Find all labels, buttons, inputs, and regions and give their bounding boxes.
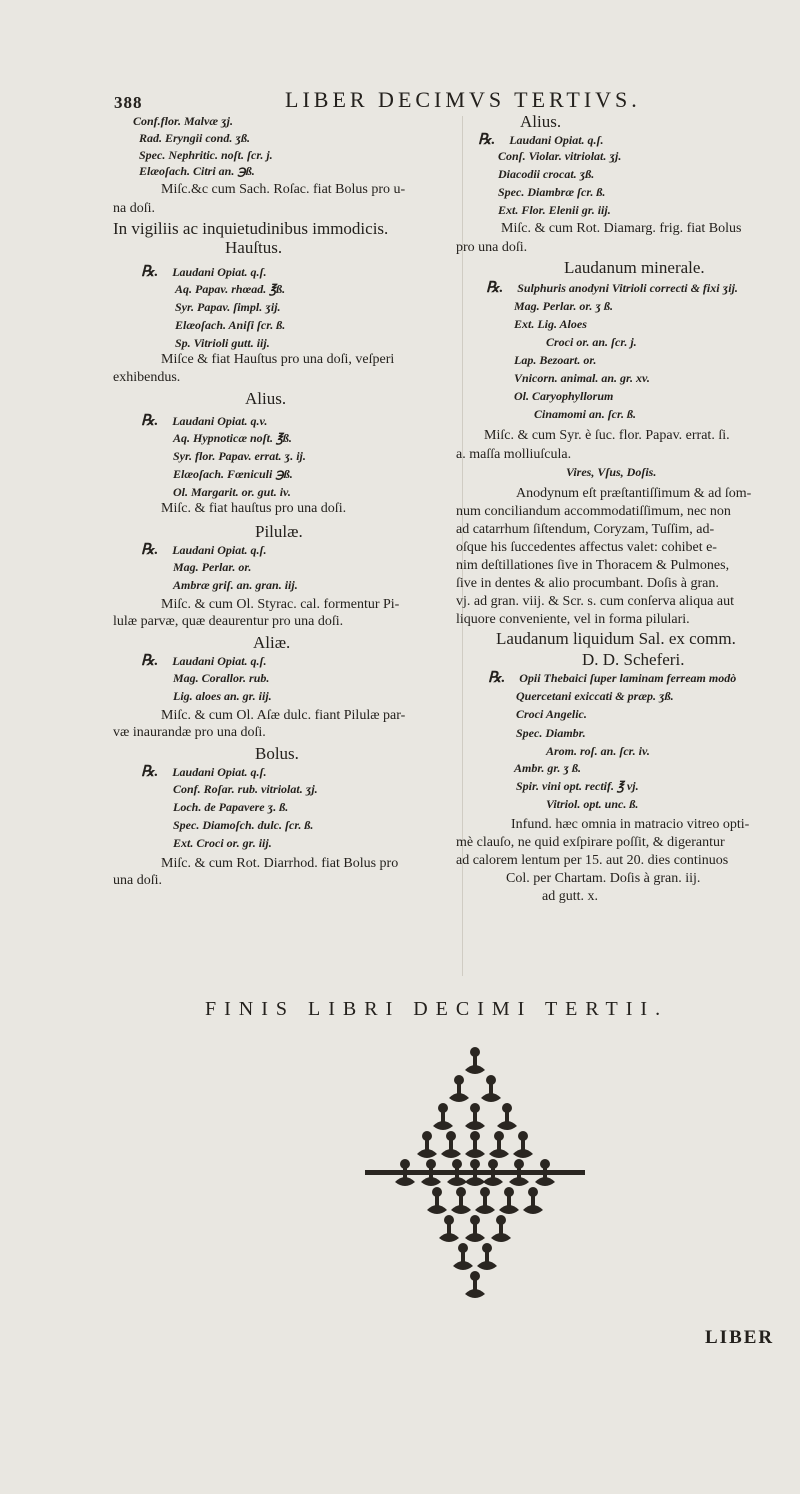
line-text: Bolus. bbox=[255, 744, 299, 763]
right-column-line bbox=[498, 204, 611, 216]
line-text: Lig. aloes an. gr. iij. bbox=[173, 689, 272, 703]
left-column-line bbox=[141, 654, 267, 669]
right-column-line bbox=[456, 613, 690, 627]
left-column-line bbox=[113, 202, 155, 216]
left-column-line bbox=[113, 726, 266, 740]
line-text: Spir. vini opt. rectif. ℥ vj. bbox=[516, 779, 639, 793]
line-text: Miſc. & cum Ol. Aſæ dulc. fiant Pilulæ par- bbox=[161, 708, 406, 723]
line-text: Miſc. & cum Rot. Diamarg. frig. fiat Bolus bbox=[501, 221, 742, 236]
right-column-line bbox=[516, 727, 586, 739]
left-column-line bbox=[173, 486, 291, 498]
left-column-line bbox=[173, 837, 272, 849]
left-column-line bbox=[245, 390, 286, 407]
left-column-line bbox=[173, 801, 288, 813]
line-text: na doſi. bbox=[113, 201, 155, 216]
left-column-line bbox=[161, 709, 405, 723]
right-column-line bbox=[516, 780, 639, 792]
line-text: Croci or. an. ſcr. j. bbox=[546, 335, 637, 349]
line-text: Alius. bbox=[245, 389, 287, 408]
line-text: Laudani Opiat. q.v. bbox=[172, 414, 268, 428]
line-text: Ext. Flor. Elenii gr. iij. bbox=[498, 203, 611, 217]
left-column-line bbox=[173, 432, 292, 444]
right-column-line bbox=[456, 577, 719, 591]
line-text: ad calorem lentum per 15. aut 20. dies continuos bbox=[456, 853, 729, 868]
line-text: Pilulæ. bbox=[255, 522, 303, 541]
line-text: Miſc. & cum Rot. Diarrhod. fiat Bolus pro bbox=[161, 856, 399, 871]
line-text: Aq. Papav. rhœad. ℥ß. bbox=[175, 282, 286, 296]
left-column-line bbox=[113, 371, 180, 385]
line-text: oſque his ſuccedentes affectus valet: cohibet e- bbox=[456, 540, 717, 555]
right-column-line bbox=[456, 836, 725, 850]
left-column-line bbox=[253, 634, 290, 651]
right-column-line bbox=[506, 872, 700, 886]
recipe-symbol: ℞. bbox=[488, 670, 506, 686]
line-text: Syr. Papav. ſimpl. ʒij. bbox=[175, 300, 281, 314]
left-column-line bbox=[175, 319, 285, 331]
line-text: In vigiliis ac inquietudinibus immodicis. bbox=[113, 219, 389, 238]
line-text: Laudanum liquidum Sal. ex comm. bbox=[496, 629, 736, 648]
right-column-line bbox=[498, 168, 594, 180]
left-column-line bbox=[141, 543, 267, 558]
line-text: Elæoſach. Aniſi ſcr. ß. bbox=[175, 318, 286, 332]
right-column-line bbox=[520, 113, 561, 130]
line-text: Hauſtus. bbox=[225, 238, 283, 257]
line-text: Conſ. Violar. vitriolat. ʒj. bbox=[498, 149, 622, 163]
line-text: Ol. Margarit. or. gut. iv. bbox=[173, 485, 291, 499]
line-text: Laudanum minerale. bbox=[564, 258, 705, 277]
left-column-line bbox=[173, 579, 298, 591]
line-text: Ext. Lig. Aloes bbox=[514, 317, 587, 331]
left-column-line bbox=[161, 353, 394, 367]
line-text: Loch. de Papavere ʒ. ß. bbox=[173, 800, 289, 814]
line-text: Miſc.&c cum Sach. Roſac. fiat Bolus pro u- bbox=[161, 182, 406, 197]
right-column-line bbox=[516, 487, 751, 501]
right-column-line bbox=[501, 222, 741, 236]
fleuron-ornament-icon bbox=[345, 1040, 605, 1305]
line-text: Opii Thebaici ſuper laminam ferream modò bbox=[519, 671, 737, 685]
left-column-line bbox=[161, 502, 346, 516]
line-text: Laudani Opiat. q.ſ. bbox=[172, 654, 267, 668]
right-column-line bbox=[546, 745, 650, 757]
line-text: Laudani Opiat. q.ſ. bbox=[172, 765, 267, 779]
line-text: Vnicorn. animal. an. gr. xv. bbox=[514, 371, 650, 385]
line-text: D. D. Scheferi. bbox=[582, 650, 685, 669]
line-text: una doſi. bbox=[113, 873, 162, 888]
line-text: liquore conveniente, vel in forma pilulari. bbox=[456, 612, 690, 627]
right-column-line bbox=[488, 671, 736, 686]
recipe-symbol: ℞. bbox=[141, 764, 159, 780]
right-column-line bbox=[456, 854, 728, 868]
right-column-line bbox=[564, 259, 705, 276]
page-number: 388 bbox=[114, 93, 143, 112]
line-text: Infund. hæc omnia in matracio vitreo opti- bbox=[511, 817, 750, 832]
left-column-line bbox=[161, 857, 398, 871]
right-column-line bbox=[542, 890, 598, 904]
line-text: Miſc. & cum Syr. è ſuc. flor. Papav. errat. ſi. bbox=[484, 428, 730, 443]
recipe-symbol: ℞. bbox=[141, 542, 159, 558]
line-text: Elæoſach. Fœniculi ℈ß. bbox=[173, 467, 293, 481]
left-column-line bbox=[139, 165, 255, 177]
left-column-line bbox=[173, 450, 306, 462]
right-column-line bbox=[514, 762, 581, 774]
line-text: Vires, Vſus, Doſis. bbox=[566, 465, 657, 479]
line-text: Quercetani exiccati & præp. ʒß. bbox=[516, 689, 674, 703]
line-text: lulæ parvæ, quæ deaurentur pro una doſi. bbox=[113, 614, 344, 629]
line-text: exhibendus. bbox=[113, 370, 181, 385]
left-column-line bbox=[175, 337, 270, 349]
line-text: væ inaurandæ pro una doſi. bbox=[113, 725, 266, 740]
right-column-line bbox=[484, 429, 730, 443]
line-text: Rad. Eryngii cond. ʒß. bbox=[139, 131, 250, 145]
recipe-symbol: ℞. bbox=[141, 264, 159, 280]
line-text: Lap. Bezoart. or. bbox=[514, 353, 597, 367]
right-column-line bbox=[582, 651, 684, 668]
colophon: FINIS LIBRI DECIMI TERTII. bbox=[205, 998, 669, 1020]
left-column-line bbox=[141, 265, 267, 280]
line-text: mè clauſo, ne quid exſpirare poſſit, & digerantur bbox=[456, 835, 725, 850]
left-column-line bbox=[139, 149, 273, 161]
right-column-line bbox=[456, 505, 731, 519]
line-text: Ol. Caryophyllorum bbox=[514, 389, 614, 403]
line-text: nim deſtillationes ſive in Thoracem & Pulmones, bbox=[456, 558, 730, 573]
line-text: Spec. Diambræ ſcr. ß. bbox=[498, 185, 606, 199]
left-column-line bbox=[161, 183, 405, 197]
running-head: LIBER DECIMVS TERTIVS. bbox=[285, 87, 641, 112]
line-text: ſive in dentes & alio procumbant. Doſis à gran. bbox=[456, 576, 719, 591]
line-text: Alius. bbox=[520, 112, 562, 131]
left-column-line bbox=[139, 132, 250, 144]
line-text: Ext. Croci or. gr. iij. bbox=[173, 836, 272, 850]
right-column-line bbox=[456, 448, 571, 462]
line-text: a. maſſa molliuſcula. bbox=[456, 447, 572, 462]
line-text: Syr. flor. Papav. errat. ʒ. ij. bbox=[173, 449, 306, 463]
right-column-line bbox=[511, 818, 749, 832]
right-column-line bbox=[456, 523, 714, 537]
left-column-line bbox=[175, 301, 281, 313]
line-text: Arom. roſ. an. ſcr. iv. bbox=[546, 744, 650, 758]
recipe-symbol: ℞. bbox=[141, 413, 159, 429]
line-text: Col. per Chartam. Doſis à gran. iij. bbox=[506, 871, 701, 886]
right-column-line bbox=[546, 798, 638, 810]
line-text: Vitriol. opt. unc. ß. bbox=[546, 797, 639, 811]
right-column-line bbox=[456, 595, 734, 609]
left-column-line bbox=[255, 523, 303, 540]
right-column-line bbox=[514, 390, 613, 402]
right-column-line bbox=[534, 408, 636, 420]
line-text: Spec. Diamoſch. dulc. ſcr. ß. bbox=[173, 818, 314, 832]
catchword: LIBER bbox=[705, 1327, 775, 1348]
line-text: Mag. Perlar. or. bbox=[173, 560, 252, 574]
left-column-line bbox=[225, 239, 282, 256]
right-column-line bbox=[514, 300, 613, 312]
line-text: ad gutt. x. bbox=[542, 889, 598, 904]
left-column-line bbox=[173, 783, 318, 795]
line-text: Spec. Diambr. bbox=[516, 726, 586, 740]
line-text: Aliæ. bbox=[253, 633, 291, 652]
line-text: vj. ad gran. viij. & Scr. s. cum conſerva aliqua aut bbox=[456, 594, 734, 609]
right-column-line bbox=[516, 690, 674, 702]
left-column-line bbox=[173, 819, 313, 831]
line-text: Miſce & fiat Hauſtus pro una doſi, veſperi bbox=[161, 352, 395, 367]
left-column-line bbox=[133, 115, 233, 127]
left-column-line bbox=[141, 414, 267, 429]
left-column-line bbox=[161, 598, 399, 612]
right-column-line bbox=[456, 559, 729, 573]
line-text: Conf. Roſar. rub. vitriolat. ʒj. bbox=[173, 782, 318, 796]
right-column-line bbox=[516, 708, 587, 720]
recipe-symbol: ℞. bbox=[478, 132, 496, 148]
line-text: Laudani Opiat. q.ſ. bbox=[509, 133, 604, 147]
line-text: num conciliandum accommodatiſſimum, nec non bbox=[456, 504, 731, 519]
right-column-line bbox=[486, 281, 738, 296]
line-text: Aq. Hypnoticæ noſt. ℥ß. bbox=[173, 431, 292, 445]
line-text: Anodynum eſt præſtantiſſimum & ad ſom- bbox=[516, 486, 752, 501]
line-text: Miſc. & fiat hauſtus pro una doſi. bbox=[161, 501, 347, 516]
right-column-line bbox=[514, 372, 650, 384]
recipe-symbol: ℞. bbox=[141, 653, 159, 669]
line-text: Conf.flor. Malvæ ʒj. bbox=[133, 114, 233, 128]
line-text: ad catarrhum ſiſtendum, Coryzam, Tuſſim, ad- bbox=[456, 522, 715, 537]
line-text: Diacodii crocat. ʒß. bbox=[498, 167, 595, 181]
line-text: Sulphuris anodyni Vitrioli correcti & fixi ʒij. bbox=[517, 281, 738, 295]
line-text: Laudani Opiat. q.ſ. bbox=[172, 265, 267, 279]
right-column-line bbox=[478, 133, 604, 148]
right-column-line bbox=[514, 354, 596, 366]
line-text: Mag. Perlar. or. ʒ ß. bbox=[514, 299, 613, 313]
line-text: Cinamomi an. ſcr. ß. bbox=[534, 407, 637, 421]
right-column-line bbox=[496, 630, 736, 647]
left-column-line bbox=[255, 745, 299, 762]
line-text: pro una doſi. bbox=[456, 240, 528, 255]
line-text: Sp. Vitrioli gutt. iij. bbox=[175, 336, 270, 350]
left-column-line bbox=[113, 615, 343, 629]
line-text: Croci Angelic. bbox=[516, 707, 587, 721]
left-column-line bbox=[141, 765, 267, 780]
line-text: Spec. Nephritic. noſt. ſcr. j. bbox=[139, 148, 273, 162]
left-column-line bbox=[173, 561, 251, 573]
line-text: Ambræ griſ. an. gran. iij. bbox=[173, 578, 298, 592]
left-column-line bbox=[173, 672, 269, 684]
right-column-line bbox=[566, 466, 656, 478]
line-text: Laudani Opiat. q.ſ. bbox=[172, 543, 267, 557]
right-column-line bbox=[456, 241, 527, 255]
left-column-line bbox=[113, 220, 388, 237]
line-text: Ambr. gr. ʒ ß. bbox=[514, 761, 582, 775]
right-column-line bbox=[546, 336, 637, 348]
left-column-line bbox=[113, 874, 162, 888]
left-column-line bbox=[175, 283, 285, 295]
right-column-line bbox=[498, 186, 605, 198]
right-column-line bbox=[498, 150, 621, 162]
right-column-line bbox=[456, 541, 717, 555]
line-text: Miſc. & cum Ol. Styrac. cal. formentur Pi- bbox=[161, 597, 400, 612]
left-column-line bbox=[173, 690, 272, 702]
right-column-line bbox=[514, 318, 587, 330]
recipe-symbol: ℞. bbox=[486, 280, 504, 296]
line-text: Mag. Corallor. rub. bbox=[173, 671, 270, 685]
line-text: Elæoſach. Citri an. ℈ß. bbox=[139, 164, 255, 178]
left-column-line bbox=[173, 468, 293, 480]
